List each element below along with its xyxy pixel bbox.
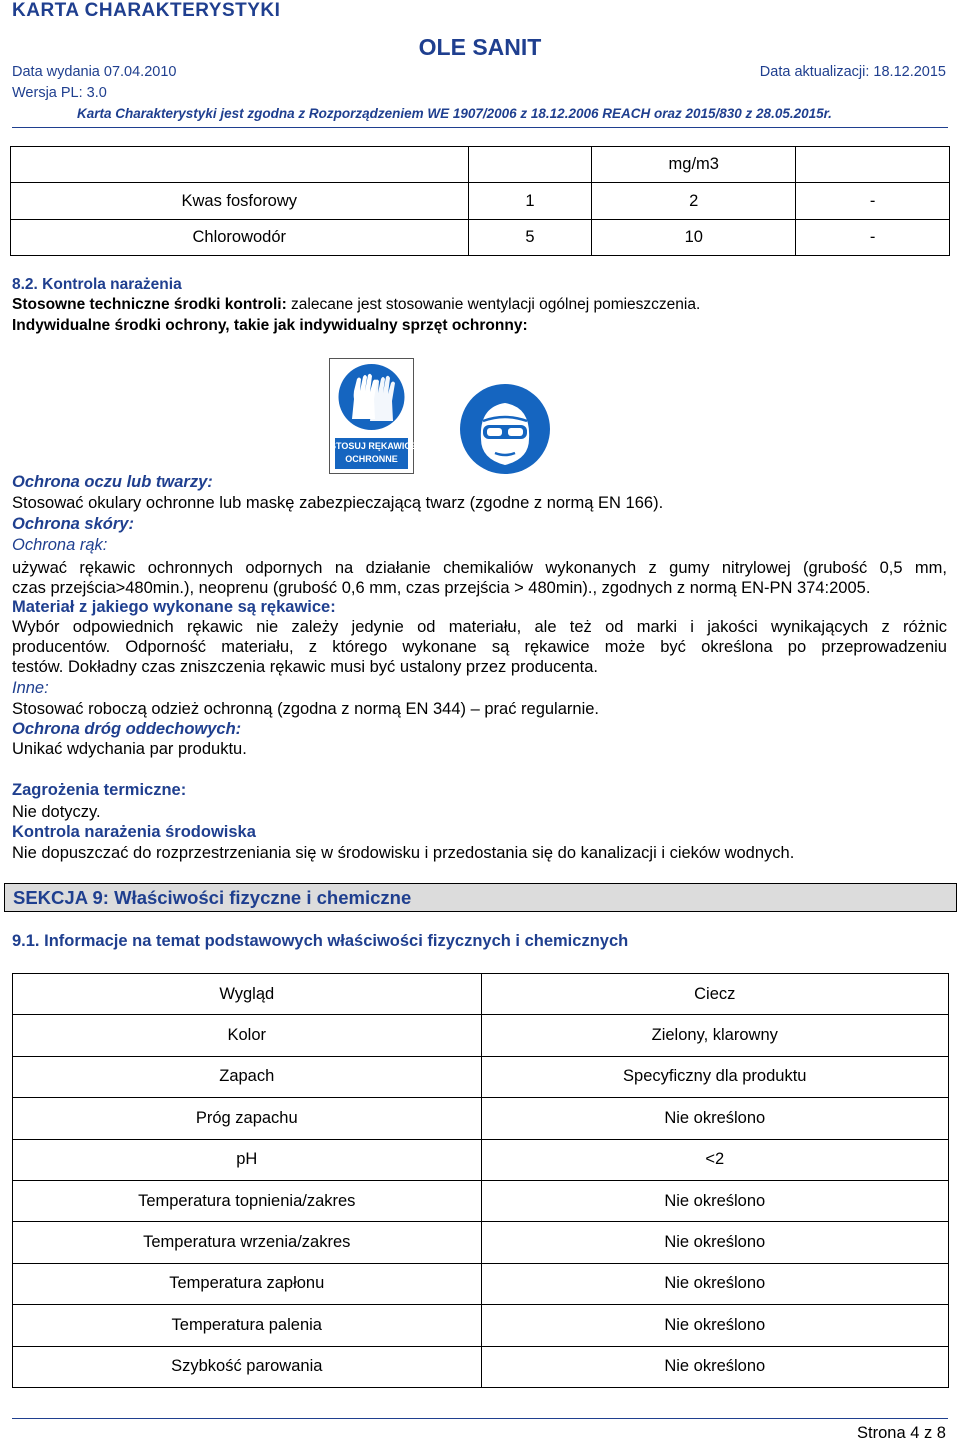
thermal-hazards-text: Nie dotyczy. — [12, 803, 101, 821]
property-value: Specyficzny dla produktu — [481, 1056, 948, 1097]
glove-material-line-3: testów. Dokładny czas zniszczenia rękawic musi być ustalony przez producenta. — [12, 658, 599, 676]
section-9-header — [4, 883, 957, 912]
eye-protection-text: Stosować okulary ochronne lub maskę zabezpieczającą twarz (zgodne z normą EN 166). — [12, 494, 664, 512]
table-row — [13, 1346, 949, 1387]
hand-protection-label: Ochrona rąk: — [12, 536, 108, 554]
section-9-1-heading: 9.1. Informacje na temat podstawowych właściwości fizycznych i chemicznych — [12, 932, 629, 950]
respiratory-protection-text: Unikać wdychania par produktu. — [12, 740, 247, 758]
skin-protection-heading: Ochrona skóry: — [12, 515, 134, 533]
property-value: Nie określono — [481, 1305, 948, 1346]
property-name: Zapach — [13, 1056, 482, 1097]
table-row — [13, 1263, 949, 1304]
property-value: Ciecz — [481, 974, 948, 1015]
section-8-2-heading: 8.2. Kontrola narażenia — [12, 276, 182, 293]
eye-protection-sign — [459, 383, 551, 475]
property-name: Kolor — [13, 1015, 482, 1056]
glove-material-heading: Materiał z jakiego wykonane są rękawice: — [12, 598, 336, 616]
environmental-controls-text: Nie dopuszczać do rozprzestrzeniania się w środowisku i przedostania się do kanalizacji i cieków wodnych. — [12, 844, 795, 862]
table-row — [13, 1098, 949, 1139]
gloves-sign-text: STOSUJ RĘKAWICE — [330, 441, 417, 451]
page-number: Strona 4 z 8 — [857, 1424, 946, 1442]
property-name: Wygląd — [13, 974, 482, 1015]
table-row — [13, 974, 949, 1015]
goggles-icon — [459, 383, 551, 475]
property-value: Nie określono — [481, 1222, 948, 1263]
property-value: Nie określono — [481, 1098, 948, 1139]
table-row — [13, 1180, 949, 1221]
table-row — [13, 1015, 949, 1056]
thermal-hazards-heading: Zagrożenia termiczne: — [12, 781, 187, 799]
property-name: Temperatura wrzenia/zakres — [13, 1222, 482, 1263]
regulation-note: Karta Charakterystyki jest zgodna z Rozporządzeniem WE 1907/2006 z 18.12.2006 REACH oraz 2015/830 z 28.05.2015r. — [77, 106, 832, 121]
unit-cell: mg/m3 — [592, 147, 796, 183]
value-cell: 10 — [592, 220, 796, 256]
other-protection-label: Inne: — [12, 679, 49, 697]
eye-protection-heading: Ochrona oczu lub twarzy: — [12, 473, 213, 491]
table-row — [13, 1222, 949, 1263]
glove-material-line-2: producentów. Odporność materiału, z którego wykonane są rękawice może być określona po przeprowadzeniu — [12, 638, 947, 656]
hand-protection-line-1: używać rękawic ochronnych odpornych na działanie chemikaliów wykonanych z gumy nitrylowej (grubość 0,5 mm, — [12, 559, 947, 577]
property-name: Szybkość parowania — [13, 1346, 482, 1387]
property-value: <2 — [481, 1139, 948, 1180]
table-row — [11, 220, 950, 256]
table-row — [13, 1305, 949, 1346]
table-row — [13, 1056, 949, 1097]
table-row — [11, 147, 950, 183]
value-cell: - — [796, 183, 950, 220]
property-value: Zielony, klarowny — [481, 1015, 948, 1056]
property-name: pH — [13, 1139, 482, 1180]
property-name: Temperatura palenia — [13, 1305, 482, 1346]
update-date: Data aktualizacji: 18.12.2015 — [759, 64, 946, 80]
table-row — [13, 1139, 949, 1180]
environmental-controls-heading: Kontrola narażenia środowiska — [12, 823, 256, 841]
properties-table — [12, 973, 949, 1388]
value-cell: 1 — [468, 183, 592, 220]
technical-controls-text: zalecane jest stosowanie wentylacji ogólnej pomieszczenia. — [286, 296, 701, 313]
issue-date: Data wydania 07.04.2010 — [12, 64, 177, 80]
version: Wersja PL: 3.0 — [12, 85, 107, 101]
property-value: Nie określono — [481, 1180, 948, 1221]
value-cell: 2 — [592, 183, 796, 220]
value-cell: 5 — [468, 220, 592, 256]
footer-divider — [12, 1418, 948, 1419]
hand-protection-line-2: czas przejścia>480min.), neoprenu (grubość 0,6 mm, czas przejścia > 480min)., zgodnych z normą EN-PN 374:2005. — [12, 579, 871, 597]
product-name: OLE SANIT — [418, 34, 542, 60]
gloves-mandatory-sign — [329, 358, 417, 474]
substance-name: Kwas fosforowy — [11, 183, 469, 220]
technical-controls — [12, 296, 700, 314]
property-name: Temperatura topnienia/zakres — [13, 1180, 482, 1221]
document-title: KARTA CHARAKTERYSTYKI — [12, 0, 281, 21]
table-row — [11, 183, 950, 220]
exposure-limits-table — [10, 146, 950, 256]
value-cell: - — [796, 220, 950, 256]
property-name: Temperatura zapłonu — [13, 1263, 482, 1304]
respiratory-protection-heading: Ochrona dróg oddechowych: — [12, 720, 242, 738]
property-name: Próg zapachu — [13, 1098, 482, 1139]
header-divider — [12, 127, 948, 128]
glove-material-line-1: Wybór odpowiednich rękawic nie zależy jedynie od materiału, ale też od marki i jakości wynikających z różnic — [12, 618, 947, 636]
property-value: Nie określono — [481, 1346, 948, 1387]
technical-controls-label: Stosowne techniczne środki kontroli: — [12, 296, 287, 313]
substance-name: Chlorowodór — [11, 220, 469, 256]
other-protection-text: Stosować roboczą odzież ochronną (zgodna z normą EN 344) – prać regularnie. — [12, 700, 599, 718]
section-9-title: SEKCJA 9: Właściwości fizyczne i chemiczne — [13, 887, 412, 908]
gloves-sign-text-2: OCHRONNE — [345, 454, 398, 464]
individual-protection-heading: Indywidualne środki ochrony, takie jak indywidualny sprzęt ochronny: — [12, 317, 528, 334]
property-value: Nie określono — [481, 1263, 948, 1304]
